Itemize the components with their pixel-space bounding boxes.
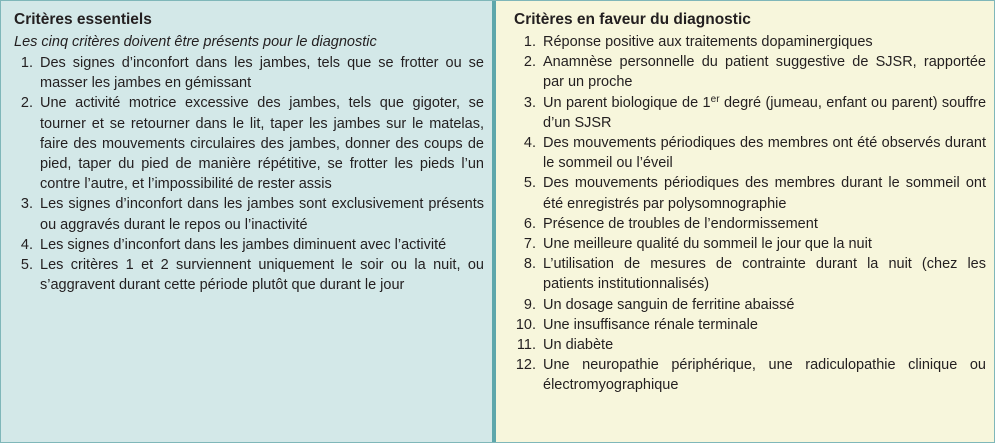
item-text bbox=[543, 93, 986, 133]
list-item bbox=[514, 234, 986, 254]
ordinal-superscript: er bbox=[710, 93, 720, 105]
list-item bbox=[14, 53, 484, 93]
item-number: 5. bbox=[20, 257, 33, 274]
item-number: 5. bbox=[523, 175, 536, 192]
item-number: 9. bbox=[523, 296, 536, 313]
list-item bbox=[514, 93, 986, 133]
item-text: Des mouvements périodiques des membres ont été observés durant le sommeil ou l’éveil bbox=[543, 135, 986, 172]
list-item bbox=[514, 133, 986, 173]
list-item bbox=[514, 52, 986, 92]
list-item bbox=[514, 355, 986, 395]
essential-criteria-list bbox=[14, 53, 484, 295]
item-number: 3. bbox=[20, 196, 33, 213]
supportive-criteria-list bbox=[514, 32, 986, 396]
item-number: 3. bbox=[523, 94, 536, 111]
list-item bbox=[14, 93, 484, 194]
item-text: Un dosage sanguin de ferritine abaissé bbox=[543, 296, 795, 313]
item-number: 1. bbox=[523, 34, 536, 50]
item-number: 1. bbox=[20, 55, 33, 71]
item-text: Anamnèse personnelle du patient suggestive de SJSR, rapportée par un proche bbox=[543, 54, 986, 91]
list-item bbox=[14, 235, 484, 255]
list-item bbox=[514, 315, 986, 335]
item-number: 10. bbox=[515, 316, 536, 333]
list-item bbox=[514, 254, 986, 294]
item-text: Une neuropathie périphérique, une radiculopathie clinique ou électromyographique bbox=[543, 357, 986, 394]
item-number: 4. bbox=[523, 135, 536, 152]
item-text: Un diabète bbox=[543, 337, 614, 354]
item-number: 7. bbox=[523, 236, 536, 253]
list-item bbox=[514, 335, 986, 355]
item-text-part: degré (jumeau, enfant ou parent) souffre d’un SJSR bbox=[543, 94, 987, 131]
list-item bbox=[514, 173, 986, 213]
essential-criteria-column bbox=[1, 1, 492, 442]
essential-criteria-title: Critères essentiels bbox=[14, 11, 152, 28]
item-text: Les signes d’inconfort dans les jambes diminuent avec l’activité bbox=[40, 236, 447, 253]
item-text: Les signes d’inconfort dans les jambes sont exclusivement présents ou aggravés durant le repos ou l’inactivité bbox=[40, 196, 484, 233]
item-number: 2. bbox=[523, 54, 536, 71]
item-text: Une meilleure qualité du sommeil le jour que la nuit bbox=[543, 236, 872, 253]
item-text: L’utilisation de mesures de contrainte durant la nuit (chez les patients institutionnalisés) bbox=[543, 256, 986, 293]
item-text: Une activité motrice excessive des jambes, tels que gigoter, se tourner et se retourner dans le lit, taper les jambes sur le matelas, faire des mouvements circulaires des jambes, donner des coups de pied, taper du pied de manière répétitive, se frotter les pieds l’un contre l’autre, et l’impossibilité de rester assis bbox=[40, 95, 484, 193]
list-item bbox=[514, 32, 986, 52]
item-number: 4. bbox=[20, 236, 33, 253]
essential-criteria-subtitle: Les cinq critères doivent être présents pour le diagnostic bbox=[14, 34, 377, 50]
item-text: Des mouvements périodiques des membres durant le sommeil ont été enregistrés par polysomnographie bbox=[543, 175, 986, 212]
item-number: 12. bbox=[515, 357, 536, 374]
item-text: Réponse positive aux traitements dopaminergiques bbox=[543, 34, 873, 50]
item-number: 2. bbox=[20, 95, 33, 112]
item-number: 6. bbox=[523, 215, 536, 232]
list-item bbox=[514, 295, 986, 315]
list-item bbox=[14, 255, 484, 295]
item-text-part: Un parent biologique de 1 bbox=[543, 94, 711, 111]
supportive-criteria-title: Critères en faveur du diagnostic bbox=[514, 11, 751, 28]
item-number: 8. bbox=[523, 256, 536, 273]
list-item bbox=[514, 214, 986, 234]
item-text: Une insuffisance rénale terminale bbox=[543, 316, 758, 333]
item-text: Les critères 1 et 2 surviennent uniquement le soir ou la nuit, ou s’aggravent durant cette période plutôt que durant le jour bbox=[40, 257, 484, 294]
supportive-criteria-column bbox=[496, 1, 994, 442]
item-text: Présence de troubles de l’endormissement bbox=[543, 215, 818, 232]
list-item bbox=[14, 194, 484, 234]
item-number: 11. bbox=[516, 337, 536, 354]
item-text: Des signes d’inconfort dans les jambes, tels que se frotter ou se masser les jambes en gémissant bbox=[40, 55, 484, 92]
